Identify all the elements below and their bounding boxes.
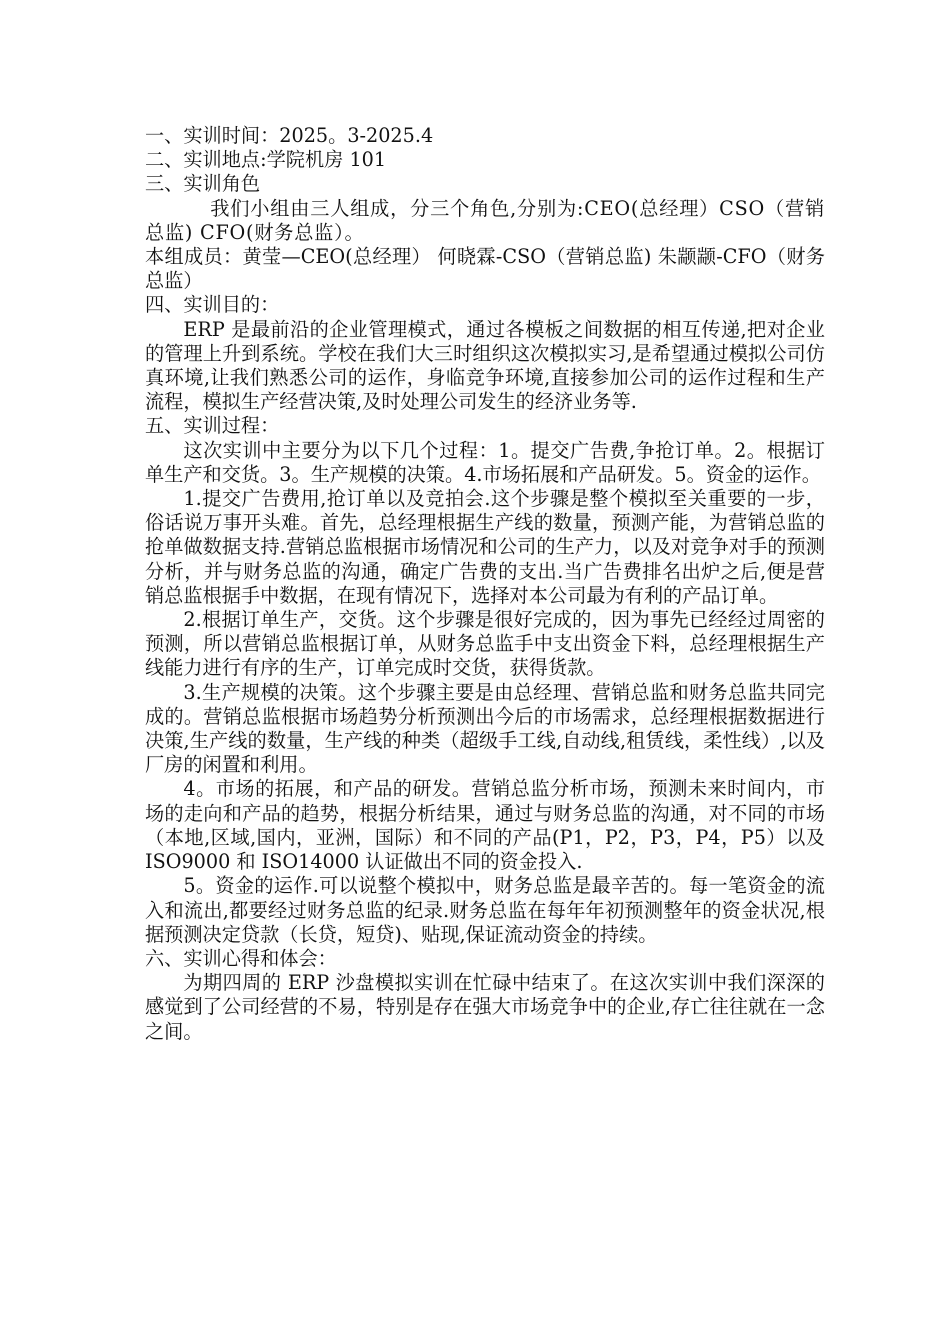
reflection-paragraph: 为期四周的 ERP 沙盘模拟实训在忙碌中结束了。在这次实训中我们深深的感觉到了公司经营的不易，特别是存在强大市场竞争中的企业,存亡往往就在一念之间。 xyxy=(145,971,825,1043)
document-body xyxy=(145,124,825,1044)
process-step-2-paragraph: 2.根据订单生产，交货。这个步骤是很好完成的，因为事先已经经过周密的预测，所以营销总监根据订单，从财务总监手中支出资金下料，总经理根据生产线能力进行有序的生产，订单完成时交货，获得货款。 xyxy=(145,608,825,680)
training-purpose-paragraph: ERP 是最前沿的企业管理模式，通过各模板之间数据的相互传递,把对企业的管理上升到系统。学校在我们大三时组织这次模拟实习,是希望通过模拟公司仿真环境,让我们熟悉公司的运作，身临竞争环境,直接参加公司的运作过程和生产流程，模拟生产经营决策,及时处理公司发生的经济业务等. xyxy=(145,317,825,414)
group-members: 本组成员：黄莹—CEO(总经理） 何晓霖-CSO（营销总监) 朱颛颛-CFO（财务总监） xyxy=(145,245,825,293)
training-place-line: 二、实训地点:学院机房 101 xyxy=(145,148,387,172)
training-role-heading: 三、实训角色 xyxy=(145,172,261,196)
process-step-4-paragraph: 4。市场的拓展，和产品的研发。营销总监分析市场，预测未来时间内，市场的走向和产品的趋势，根据分析结果，通过与财务总监的沟通，对不同的市场（本地,区域,国内，亚洲，国际）和不同的产品(P1，P2，P3，P4，P5）以及 ISO9000 和 ISO14000 认证做出不同的资金投入. xyxy=(145,777,825,874)
training-purpose-heading: 四、实训目的： xyxy=(145,293,280,317)
process-step-1-paragraph: 1.提交广告费用,抢订单以及竞拍会.这个步骤是整个模拟至关重要的一步，俗话说万事开头难。首先，总经理根据生产线的数量，预测产能，为营销总监的抢单做数据支持.营销总监根据市场情况和公司的生产力，以及对竞争对手的预测分析，并与财务总监的沟通，确定广告费的支出.当广告费排名出炉之后,便是营销总监根据手中数据，在现有情况下，选择对本公司最为有利的产品订单。 xyxy=(145,487,825,607)
process-step-5-paragraph: 5。资金的运作.可以说整个模拟中，财务总监是最辛苦的。每一笔资金的流入和流出,都要经过财务总监的纪录.财务总监在每年年初预测整年的资金状况,根据预测决定贷款（长贷，短贷)、贴现,保证流动资金的持续。 xyxy=(145,874,825,946)
training-time-line: 一、实训时间：2025。3-2025.4 xyxy=(145,124,434,147)
reflection-heading: 六、实训心得和体会： xyxy=(145,946,337,970)
roles-description: 我们小组由三人组成，分三个角色,分别为:CEO(总经理）CSO（营销总监) CFO(财务总监）。 xyxy=(145,196,825,244)
training-process-intro: 这次实训中主要分为以下几个过程：1。提交广告费,争抢订单。2。根据订单生产和交货。3。生产规模的决策。4.市场拓展和产品研发。5。资金的运作。 xyxy=(145,438,825,486)
process-step-3-paragraph: 3.生产规模的决策。这个步骤主要是由总经理、营销总监和财务总监共同完成的。营销总监根据市场趋势分析预测出今后的市场需求，总经理根据数据进行决策,生产线的数量，生产线的种类（超级手工线,自动线,租赁线，柔性线）,以及厂房的闲置和利用。 xyxy=(145,680,825,777)
training-process-heading: 五、实训过程： xyxy=(145,414,280,438)
